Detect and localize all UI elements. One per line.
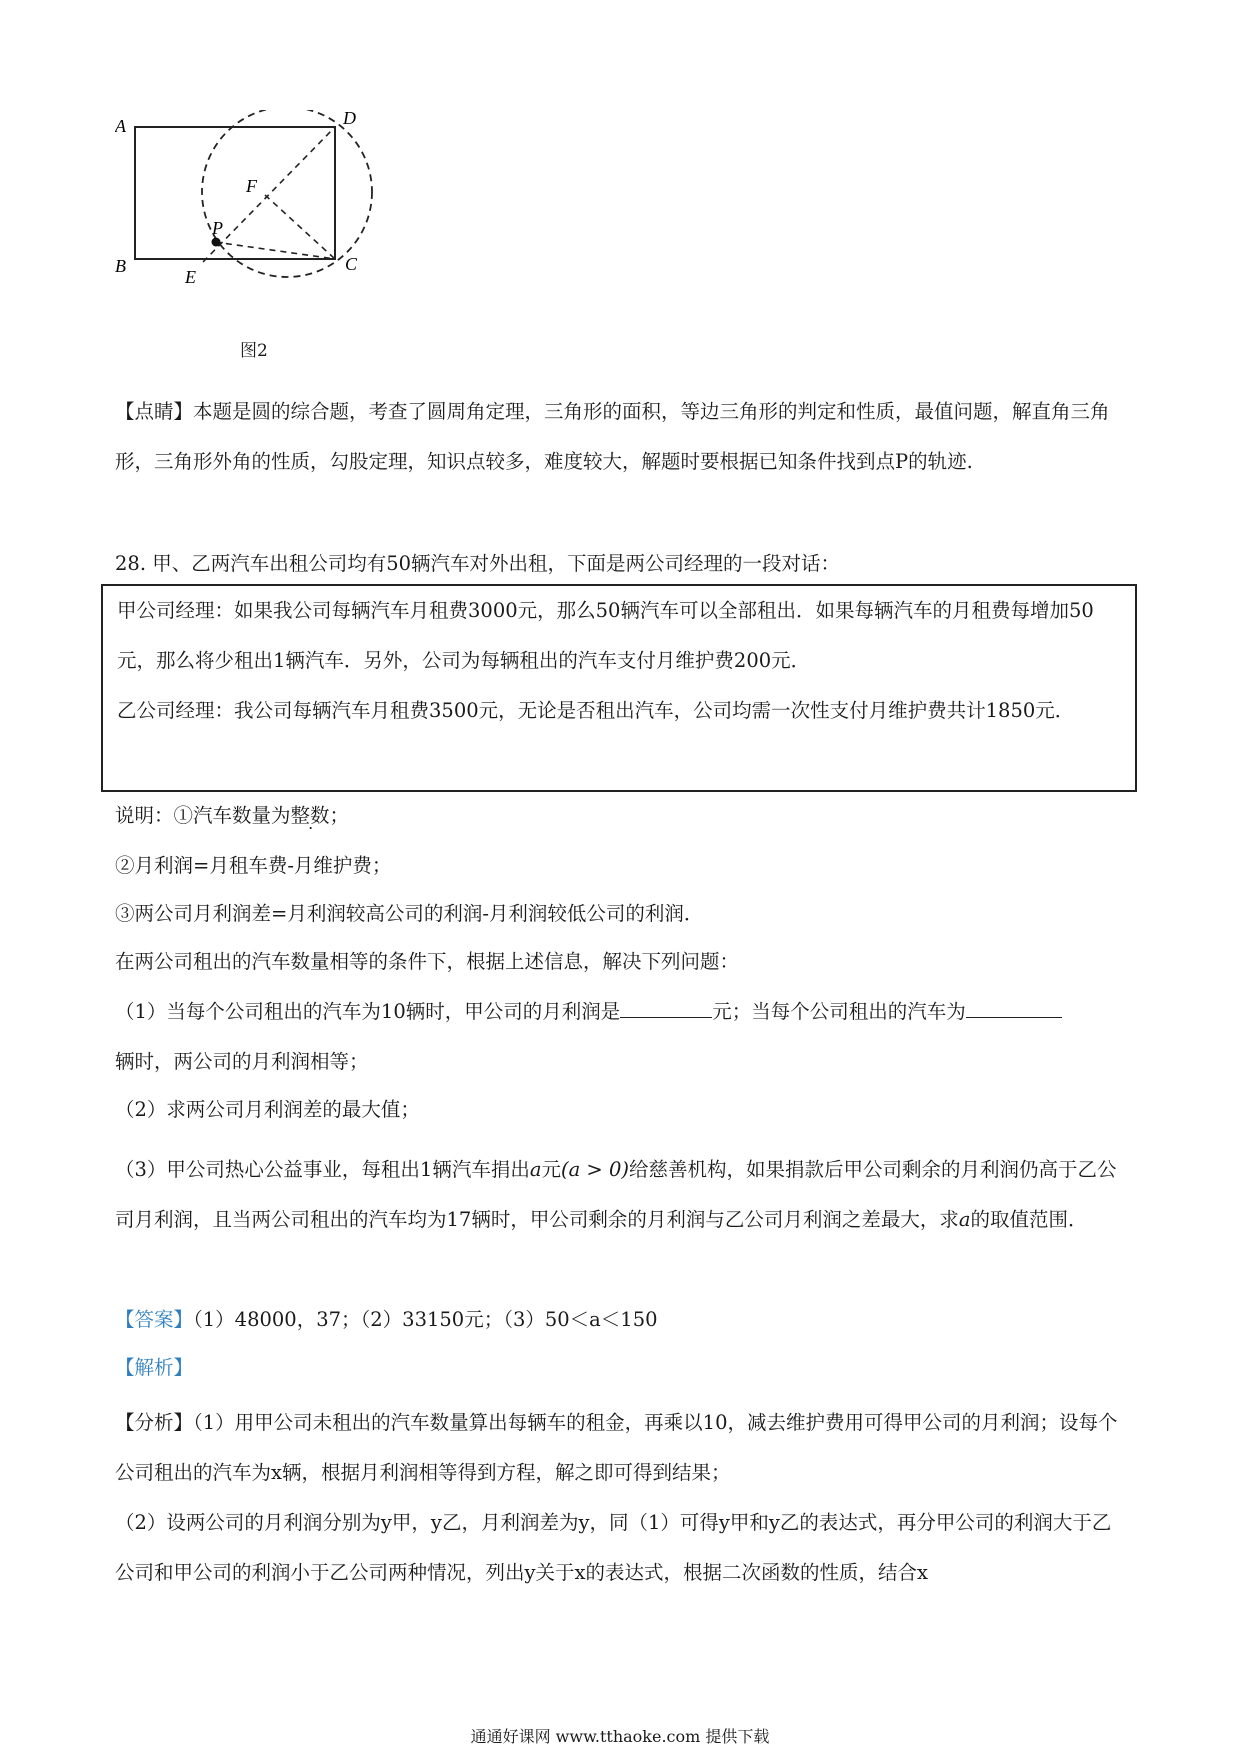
part-2: （2）求两公司月利润差的最大值； bbox=[115, 1098, 420, 1121]
var-a-2: a bbox=[958, 1208, 971, 1231]
dashed-circle bbox=[202, 110, 372, 277]
part-1-line bbox=[115, 996, 1062, 1024]
part-3-c: 给慈善机构，如果捐款后甲公司剩余的月利润仍高于乙公司月利润，且当两公司租出的汽车均为17辆时，甲公司剩余的月利润与乙公司月利润之差最大，求 bbox=[115, 1158, 1117, 1231]
footer-text: 通通好课网 www.tthaoke.com 提供下载 bbox=[470, 1727, 770, 1746]
jia-manager-text: 甲公司经理：如果我公司每辆汽车月租费3000元，那么50辆汽车可以全部租出．如果每辆汽车的月租费每增加50元，那么将少租出1辆汽车．另外，公司为每辆租出的汽车支付月维护费200元． bbox=[117, 599, 1094, 672]
label-d: D bbox=[343, 110, 356, 128]
label-c: C bbox=[345, 254, 358, 274]
answer-blank-1 bbox=[620, 1016, 712, 1018]
answer-text: （1）48000，37；（2）33150元；（3）50＜a＜150 bbox=[193, 1308, 658, 1331]
q28-intro: 28. 甲、乙两汽车出租公司均有50辆汽车对外出租，下面是两公司经理的一段对话： bbox=[115, 552, 841, 575]
dianjing-tag: 【点睛】 bbox=[115, 400, 194, 423]
point-p bbox=[212, 238, 221, 247]
note-3: ③两公司月利润差=月利润较高公司的利润-月利润较低公司的利润． bbox=[115, 902, 704, 925]
note-2: ②月利润=月租车费-月维护费； bbox=[115, 854, 392, 877]
figure-caption: 图2 bbox=[240, 341, 268, 361]
part-3-a: （3）甲公司热心公益事业，每租出1辆汽车捐出 bbox=[115, 1158, 530, 1181]
part-1-b: 元；当每个公司租出的汽车为 bbox=[712, 1000, 966, 1023]
condition-a-positive: (a > 0) bbox=[560, 1158, 629, 1181]
segment-fc bbox=[265, 195, 335, 259]
part-1-c: 辆时，两公司的月利润相等； bbox=[115, 1050, 369, 1073]
part-3-d: 的取值范围． bbox=[970, 1208, 1088, 1231]
geometry-figure bbox=[115, 110, 435, 370]
yi-manager-text: 乙公司经理：我公司每辆汽车月租费3500元，无论是否租出汽车，公司均需一次性支付月维护费共计1850元． bbox=[117, 699, 1075, 722]
label-p: P bbox=[212, 218, 223, 238]
fenxi-paragraph-2: （2）设两公司的月利润分别为y甲，y乙，月利润差为y，同（1）可得y甲和y乙的表达式，再分甲公司的利润大于乙公司和甲公司的利润小于乙公司两种情况，列出y关于x的表达式，根据二次函数的性质，结合x bbox=[115, 1511, 1112, 1584]
label-e: E bbox=[185, 267, 196, 287]
label-f: F bbox=[246, 176, 257, 196]
dianjing-text: 本题是圆的综合题，考查了圆周角定理，三角形的面积，等边三角形的判定和性质，最值问题，解直角三角形，三角形外角的性质，勾股定理，知识点较多，难度较大，解题时要根据已知条件找到点P的轨迹. bbox=[115, 400, 1110, 473]
dialog-box bbox=[101, 584, 1137, 792]
label-a: A bbox=[115, 116, 126, 136]
part-3 bbox=[115, 1145, 1125, 1245]
analysis-tag: 【解析】 bbox=[115, 1356, 194, 1379]
label-b: B bbox=[115, 256, 126, 276]
var-a: a bbox=[529, 1158, 542, 1181]
part-1-a: （1）当每个公司租出的汽车为10辆时，甲公司的月利润是 bbox=[115, 1000, 621, 1023]
condition-text: 在两公司租出的汽车数量相等的条件下，根据上述信息，解决下列问题： bbox=[115, 950, 740, 973]
fenxi-tag: 【分析】 bbox=[115, 1411, 194, 1434]
note-1-suffix: ； bbox=[329, 804, 350, 827]
fenxi-p1: （1）用甲公司未租出的汽车数量算出每辆车的租金，再乘以10，减去维护费用可得甲公司的月利润；设每个公司租出的汽车为x辆，根据月利润相等得到方程，解之即可得到结果； bbox=[115, 1411, 1118, 1484]
answer-line bbox=[115, 1304, 658, 1332]
fenxi-paragraph-1 bbox=[115, 1398, 1125, 1498]
dianjing-paragraph bbox=[115, 387, 1125, 487]
note-1 bbox=[115, 800, 349, 828]
segment-pc bbox=[215, 242, 335, 259]
part-3-b: 元 bbox=[541, 1158, 561, 1181]
answer-tag: 【答案】 bbox=[115, 1308, 194, 1331]
rectangle-abcd bbox=[135, 127, 335, 259]
answer-blank-2 bbox=[966, 1016, 1062, 1018]
note-1-emphasis: 整数 bbox=[290, 804, 330, 827]
note-1-prefix: 说明：①汽车数量为 bbox=[115, 804, 291, 827]
